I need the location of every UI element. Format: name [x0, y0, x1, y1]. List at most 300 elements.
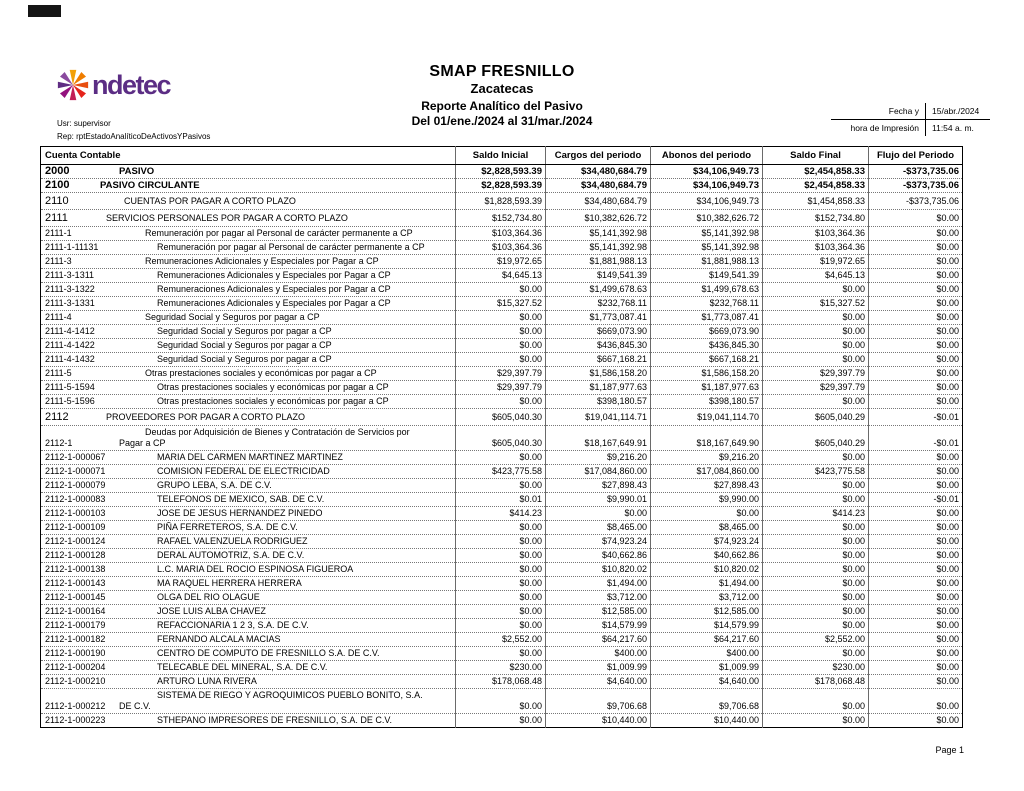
- table-row: [41, 283, 963, 297]
- table-row: [41, 241, 963, 255]
- account-number: 2112: [45, 411, 69, 423]
- account-description: Otras prestaciones sociales y económicas por pagar a CP: [145, 368, 377, 378]
- table-row: [41, 367, 963, 381]
- table-row: [41, 311, 963, 325]
- amount-cell: $3,712.00: [546, 591, 651, 605]
- account-number: 2112-1-000128: [45, 550, 106, 560]
- amount-cell: $0.00: [869, 689, 963, 714]
- amount-cell: $10,820.02: [546, 563, 651, 577]
- account-cell: [41, 227, 456, 241]
- account-number: 2111-3-1322: [45, 284, 95, 294]
- amount-cell: $605,040.29: [763, 426, 869, 451]
- table-row: [41, 714, 963, 728]
- table-row: [41, 339, 963, 353]
- table-row: [41, 661, 963, 675]
- amount-cell: $0.00: [869, 647, 963, 661]
- amount-cell: $0.00: [869, 507, 963, 521]
- account-description: Otras prestaciones sociales y económicas por pagar a CP: [157, 396, 389, 406]
- amount-cell: $0.00: [869, 255, 963, 269]
- amount-cell: $0.00: [456, 353, 546, 367]
- account-number: 2111-4-1422: [45, 340, 95, 350]
- amount-cell: $18,167,649.90: [651, 426, 763, 451]
- amount-cell: $64,217.60: [651, 633, 763, 647]
- account-cell: [41, 297, 456, 311]
- amount-cell: $0.00: [869, 563, 963, 577]
- amount-cell: $0.00: [869, 535, 963, 549]
- account-number: 2112-1: [45, 438, 73, 448]
- account-number: 2111-4-1432: [45, 354, 95, 364]
- amount-cell: $1,499,678.63: [546, 283, 651, 297]
- account-cell: [41, 426, 456, 451]
- amount-cell: $0.00: [869, 311, 963, 325]
- table-row: [41, 255, 963, 269]
- column-header-abonos: Abonos del periodo: [651, 147, 763, 165]
- account-cell: [41, 381, 456, 395]
- account-description: SERVICIOS PERSONALES POR PAGAR A CORTO PLAZO: [106, 213, 348, 223]
- amount-cell: $9,706.68: [546, 689, 651, 714]
- account-description: Remuneraciones Adicionales y Especiales por Pagar a CP: [145, 256, 379, 266]
- table-row: [41, 535, 963, 549]
- amount-cell: $0.00: [869, 619, 963, 633]
- account-number: 2111-4-1412: [45, 326, 95, 336]
- table-row: [41, 269, 963, 283]
- amount-cell: $0.00: [456, 714, 546, 728]
- account-description: MARIA DEL CARMEN MARTINEZ MARTINEZ: [157, 452, 343, 462]
- table-row: [41, 193, 963, 210]
- amount-cell: $0.00: [456, 591, 546, 605]
- amount-cell: $0.00: [456, 451, 546, 465]
- amount-cell: $4,645.13: [456, 269, 546, 283]
- account-description: DERAL AUTOMOTRIZ, S.A. DE C.V.: [157, 550, 305, 560]
- amount-cell: $12,585.00: [546, 605, 651, 619]
- amount-cell: $0.00: [869, 241, 963, 255]
- amount-cell: $230.00: [763, 661, 869, 675]
- report-table-body: [41, 165, 963, 728]
- amount-cell: $669,073.90: [546, 325, 651, 339]
- account-number: 2112-1-000182: [45, 634, 106, 644]
- column-header-saldo-inicial: Saldo Inicial: [456, 147, 546, 165]
- table-row: [41, 479, 963, 493]
- amount-cell: $0.00: [869, 210, 963, 227]
- amount-cell: $27,898.43: [546, 479, 651, 493]
- print-time-label: hora de Impresión: [831, 120, 926, 136]
- amount-cell: $9,706.68: [651, 689, 763, 714]
- amount-cell: $1,586,158.20: [651, 367, 763, 381]
- amount-cell: $14,579.99: [651, 619, 763, 633]
- amount-cell: $1,828,593.39: [456, 193, 546, 210]
- account-cell: [41, 179, 456, 193]
- amount-cell: $34,480,684.79: [546, 179, 651, 193]
- account-cell: [41, 591, 456, 605]
- amount-cell: $0.00: [763, 577, 869, 591]
- amount-cell: $0.00: [763, 591, 869, 605]
- amount-cell: $414.23: [763, 507, 869, 521]
- table-row: [41, 577, 963, 591]
- amount-cell: $1,499,678.63: [651, 283, 763, 297]
- amount-cell: $0.00: [763, 283, 869, 297]
- account-description: Seguridad Social y Seguros por pagar a CP: [145, 312, 320, 322]
- logo-wordmark: ndetec: [92, 70, 171, 100]
- amount-cell: -$0.01: [869, 409, 963, 426]
- amount-cell: $0.00: [869, 353, 963, 367]
- amount-cell: $64,217.60: [546, 633, 651, 647]
- account-description: ARTURO LUNA RIVERA: [157, 676, 257, 686]
- account-number: 2111-3-1331: [45, 298, 95, 308]
- amount-cell: $0.00: [763, 451, 869, 465]
- account-description: MA RAQUEL HERRERA HERRERA: [157, 578, 302, 588]
- amount-cell: $0.00: [869, 451, 963, 465]
- account-cell: [41, 647, 456, 661]
- print-info: [831, 103, 990, 136]
- account-number: 2112-1-000179: [45, 620, 106, 630]
- amount-cell: $0.00: [456, 325, 546, 339]
- account-cell: [41, 210, 456, 227]
- amount-cell: $0.00: [869, 227, 963, 241]
- account-cell: [41, 325, 456, 339]
- amount-cell: $4,645.13: [763, 269, 869, 283]
- account-cell: [41, 409, 456, 426]
- amount-cell: -$0.01: [869, 426, 963, 451]
- amount-cell: $10,440.00: [546, 714, 651, 728]
- amount-cell: $2,454,858.33: [763, 165, 869, 179]
- amount-cell: $0.00: [763, 353, 869, 367]
- amount-cell: $2,828,593.39: [456, 179, 546, 193]
- amount-cell: $0.00: [763, 605, 869, 619]
- amount-cell: $0.00: [546, 507, 651, 521]
- amount-cell: $0.00: [763, 521, 869, 535]
- account-description: Seguridad Social y Seguros por pagar a CP: [157, 340, 332, 350]
- amount-cell: $423,775.58: [456, 465, 546, 479]
- amount-cell: $423,775.58: [763, 465, 869, 479]
- column-header-cargos: Cargos del periodo: [546, 147, 651, 165]
- table-row: [41, 563, 963, 577]
- account-description: COMISION FEDERAL DE ELECTRICIDAD: [157, 466, 330, 476]
- amount-cell: $5,141,392.98: [651, 227, 763, 241]
- table-row: [41, 297, 963, 311]
- table-row: [41, 179, 963, 193]
- amount-cell: $178,068.48: [763, 675, 869, 689]
- page-number: Page 1: [935, 745, 964, 755]
- amount-cell: $103,364.36: [763, 241, 869, 255]
- amount-cell: -$373,735.06: [869, 193, 963, 210]
- account-cell: [41, 535, 456, 549]
- account-description-line2: Pagar a CP: [119, 438, 166, 448]
- amount-cell: $436,845.30: [546, 339, 651, 353]
- amount-cell: $8,465.00: [651, 521, 763, 535]
- account-number: 2111-1-11131: [45, 242, 99, 252]
- amount-cell: $0.00: [651, 507, 763, 521]
- amount-cell: $0.00: [869, 367, 963, 381]
- amount-cell: $34,106,949.73: [651, 165, 763, 179]
- account-number: 2112-1-000223: [45, 715, 106, 725]
- amount-cell: $0.00: [869, 339, 963, 353]
- amount-cell: $15,327.52: [763, 297, 869, 311]
- account-number: 2112-1-000212: [45, 701, 106, 711]
- account-description: FERNANDO ALCALA MACIAS: [157, 634, 281, 644]
- amount-cell: $1,494.00: [546, 577, 651, 591]
- table-row: [41, 619, 963, 633]
- amount-cell: $0.00: [869, 465, 963, 479]
- amount-cell: $605,040.30: [456, 409, 546, 426]
- org-title: SMAP FRESNILLO: [429, 63, 575, 80]
- amount-cell: $0.00: [763, 311, 869, 325]
- account-number: 2000: [45, 165, 70, 177]
- account-description: REFACCIONARIA 1 2 3, S.A. DE C.V.: [157, 620, 309, 630]
- table-row: [41, 605, 963, 619]
- amount-cell: $34,106,949.73: [651, 193, 763, 210]
- table-row: [41, 521, 963, 535]
- account-description: PIÑA FERRETEROS, S.A. DE C.V.: [157, 522, 298, 532]
- account-description: Remuneraciones Adicionales y Especiales por Pagar a CP: [157, 284, 391, 294]
- amount-cell: $398,180.57: [651, 395, 763, 409]
- account-description: JOSE DE JESUS HERNANDEZ PINEDO: [157, 508, 323, 518]
- account-description: GRUPO LEBA, S.A. DE C.V.: [157, 480, 272, 490]
- account-description: CUENTAS POR PAGAR A CORTO PLAZO: [124, 196, 296, 206]
- amount-cell: $0.00: [763, 493, 869, 507]
- account-cell: [41, 353, 456, 367]
- account-cell: [41, 633, 456, 647]
- amount-cell: $4,640.00: [546, 675, 651, 689]
- amount-cell: $398,180.57: [546, 395, 651, 409]
- account-cell: [41, 367, 456, 381]
- amount-cell: $10,382,626.72: [546, 210, 651, 227]
- account-number: 2111: [45, 212, 68, 224]
- amount-cell: $0.00: [869, 633, 963, 647]
- amount-cell: $34,480,684.79: [546, 193, 651, 210]
- column-header-flujo: Flujo del Periodo: [869, 147, 963, 165]
- amount-cell: $2,828,593.39: [456, 165, 546, 179]
- amount-cell: $74,923.24: [651, 535, 763, 549]
- print-date-value: 15/abr./2024: [932, 106, 980, 116]
- account-cell: [41, 395, 456, 409]
- amount-cell: $0.00: [763, 339, 869, 353]
- account-description: TELECABLE DEL MINERAL, S.A. DE C.V.: [157, 662, 328, 672]
- user-line: Usr: supervisor: [57, 119, 111, 128]
- amount-cell: $400.00: [651, 647, 763, 661]
- amount-cell: $9,990.01: [546, 493, 651, 507]
- amount-cell: $436,845.30: [651, 339, 763, 353]
- account-cell: [41, 661, 456, 675]
- amount-cell: $0.00: [869, 714, 963, 728]
- org-subtitle: Zacatecas: [470, 81, 534, 96]
- table-row: [41, 165, 963, 179]
- account-description: Remuneración por pagar al Personal de carácter permanente a CP: [157, 242, 425, 252]
- report-table: [40, 146, 963, 728]
- amount-cell: $9,990.00: [651, 493, 763, 507]
- account-cell: [41, 563, 456, 577]
- table-row: [41, 381, 963, 395]
- amount-cell: $605,040.30: [456, 426, 546, 451]
- account-cell: [41, 465, 456, 479]
- account-cell: [41, 241, 456, 255]
- account-cell: [41, 311, 456, 325]
- amount-cell: $10,820.02: [651, 563, 763, 577]
- account-number: 2112-1-000109: [45, 522, 106, 532]
- amount-cell: $0.00: [869, 577, 963, 591]
- amount-cell: $103,364.36: [456, 241, 546, 255]
- column-header-cuenta: Cuenta Contable: [41, 147, 456, 165]
- account-number: 2112-1-000164: [45, 606, 106, 616]
- amount-cell: $1,009.99: [546, 661, 651, 675]
- account-description: Remuneraciones Adicionales y Especiales por Pagar a CP: [157, 298, 391, 308]
- account-cell: [41, 165, 456, 179]
- amount-cell: $0.00: [763, 647, 869, 661]
- account-description: L.C. MARIA DEL ROCIO ESPINOSA FIGUEROA: [157, 564, 354, 574]
- amount-cell: $1,881,988.13: [546, 255, 651, 269]
- amount-cell: $0.00: [763, 479, 869, 493]
- amount-cell: $667,168.21: [546, 353, 651, 367]
- amount-cell: $1,454,858.33: [763, 193, 869, 210]
- title-block: [262, 63, 742, 128]
- table-row: [41, 325, 963, 339]
- account-cell: [41, 549, 456, 563]
- account-number: 2112-1-000071: [45, 466, 106, 476]
- account-cell: [41, 714, 456, 728]
- amount-cell: $0.00: [869, 661, 963, 675]
- account-description: Otras prestaciones sociales y económicas por pagar a CP: [157, 382, 389, 392]
- amount-cell: $0.00: [869, 283, 963, 297]
- account-description: PASIVO CIRCULANTE: [100, 180, 200, 191]
- table-row: [41, 409, 963, 426]
- amount-cell: $1,773,087.41: [546, 311, 651, 325]
- amount-cell: $669,073.90: [651, 325, 763, 339]
- account-number: 2111-3: [45, 256, 72, 266]
- account-cell: [41, 269, 456, 283]
- account-number: 2111-4: [45, 312, 72, 322]
- table-row: [41, 353, 963, 367]
- amount-cell: $19,041,114.71: [546, 409, 651, 426]
- amount-cell: $29,397.79: [763, 381, 869, 395]
- amount-cell: $0.00: [763, 395, 869, 409]
- account-number: 2100: [45, 179, 70, 191]
- amount-cell: $17,084,860.00: [651, 465, 763, 479]
- corner-mark: [28, 5, 61, 17]
- account-number: 2112-1-000145: [45, 592, 106, 602]
- amount-cell: $0.00: [456, 549, 546, 563]
- amount-cell: $0.00: [869, 521, 963, 535]
- amount-cell: $400.00: [546, 647, 651, 661]
- account-cell: [41, 255, 456, 269]
- print-time-row: [831, 119, 990, 136]
- amount-cell: $103,364.36: [763, 227, 869, 241]
- amount-cell: $0.00: [456, 283, 546, 297]
- account-number: 2111-5: [45, 368, 72, 378]
- amount-cell: $0.00: [456, 647, 546, 661]
- amount-cell: $12,585.00: [651, 605, 763, 619]
- amount-cell: $0.00: [456, 535, 546, 549]
- account-number: 2112-1-000083: [45, 494, 106, 504]
- account-cell: [41, 479, 456, 493]
- table-row: [41, 689, 963, 714]
- amount-cell: $0.00: [763, 535, 869, 549]
- account-description: Remuneración por pagar al Personal de carácter permanente a CP: [145, 228, 413, 238]
- table-row: [41, 647, 963, 661]
- amount-cell: $0.00: [456, 689, 546, 714]
- amount-cell: $0.00: [456, 479, 546, 493]
- account-cell: [41, 675, 456, 689]
- amount-cell: $0.00: [763, 714, 869, 728]
- amount-cell: $2,552.00: [456, 633, 546, 647]
- amount-cell: $29,397.79: [456, 381, 546, 395]
- account-description: RAFAEL VALENZUELA RODRIGUEZ: [157, 536, 308, 546]
- print-date-label: Fecha y: [831, 103, 926, 119]
- amount-cell: $0.00: [456, 395, 546, 409]
- print-time-value: 11:54 a. m.: [932, 123, 974, 133]
- amount-cell: $0.00: [869, 325, 963, 339]
- table-row: [41, 507, 963, 521]
- amount-cell: $0.00: [456, 619, 546, 633]
- amount-cell: $0.00: [869, 675, 963, 689]
- amount-cell: $0.00: [869, 395, 963, 409]
- account-description: STHEPANO IMPRESORES DE FRESNILLO, S.A. DE C.V.: [157, 715, 393, 725]
- amount-cell: $5,141,392.98: [651, 241, 763, 255]
- account-description: Deudas por Adquisición de Bienes y Contratación de Servicios por: [145, 427, 410, 437]
- amount-cell: $1,773,087.41: [651, 311, 763, 325]
- account-number: 2111-5-1596: [45, 396, 95, 406]
- column-header-saldo-final: Saldo Final: [763, 147, 869, 165]
- amount-cell: $9,216.20: [546, 451, 651, 465]
- amount-cell: $34,480,684.79: [546, 165, 651, 179]
- account-cell: [41, 619, 456, 633]
- amount-cell: $18,167,649.91: [546, 426, 651, 451]
- account-number: 2112-1-000190: [45, 648, 106, 658]
- amount-cell: $1,586,158.20: [546, 367, 651, 381]
- amount-cell: $0.00: [869, 549, 963, 563]
- amount-cell: $40,662.86: [546, 549, 651, 563]
- amount-cell: $0.00: [456, 311, 546, 325]
- amount-cell: $667,168.21: [651, 353, 763, 367]
- account-cell: [41, 339, 456, 353]
- amount-cell: $0.00: [456, 605, 546, 619]
- account-cell: [41, 283, 456, 297]
- account-description: Seguridad Social y Seguros por pagar a CP: [157, 326, 332, 336]
- account-number: 2112-1-000143: [45, 578, 106, 588]
- account-number: 2111-5-1594: [45, 382, 95, 392]
- amount-cell: $0.00: [763, 563, 869, 577]
- amount-cell: $19,972.65: [763, 255, 869, 269]
- amount-cell: $232,768.11: [651, 297, 763, 311]
- table-row: [41, 451, 963, 465]
- account-description: CENTRO DE COMPUTO DE FRESNILLO S.A. DE C.V.: [157, 648, 380, 658]
- amount-cell: $5,141,392.98: [546, 227, 651, 241]
- amount-cell: $0.00: [869, 381, 963, 395]
- account-cell: [41, 193, 456, 210]
- print-date-row: [831, 103, 990, 119]
- amount-cell: $0.01: [456, 493, 546, 507]
- amount-cell: $230.00: [456, 661, 546, 675]
- amount-cell: $0.00: [763, 689, 869, 714]
- report-id-line: Rep: rptEstadoAnalíticoDeActivosYPasivos: [57, 132, 211, 141]
- amount-cell: $3,712.00: [651, 591, 763, 605]
- amount-cell: $2,552.00: [763, 633, 869, 647]
- amount-cell: $10,382,626.72: [651, 210, 763, 227]
- account-description: Remuneraciones Adicionales y Especiales por Pagar a CP: [157, 270, 391, 280]
- amount-cell: $0.00: [763, 549, 869, 563]
- table-row: [41, 633, 963, 647]
- amount-cell: $178,068.48: [456, 675, 546, 689]
- amount-cell: $74,923.24: [546, 535, 651, 549]
- amount-cell: $15,327.52: [456, 297, 546, 311]
- amount-cell: $149,541.39: [546, 269, 651, 283]
- report-name: Reporte Analítico del Pasivo: [421, 99, 583, 113]
- amount-cell: $0.00: [456, 521, 546, 535]
- amount-cell: $0.00: [763, 619, 869, 633]
- account-description: TELEFONOS DE MEXICO, SAB. DE C.V.: [157, 494, 325, 504]
- account-cell: [41, 451, 456, 465]
- amount-cell: $19,972.65: [456, 255, 546, 269]
- account-cell: [41, 577, 456, 591]
- amount-cell: $1,187,977.63: [651, 381, 763, 395]
